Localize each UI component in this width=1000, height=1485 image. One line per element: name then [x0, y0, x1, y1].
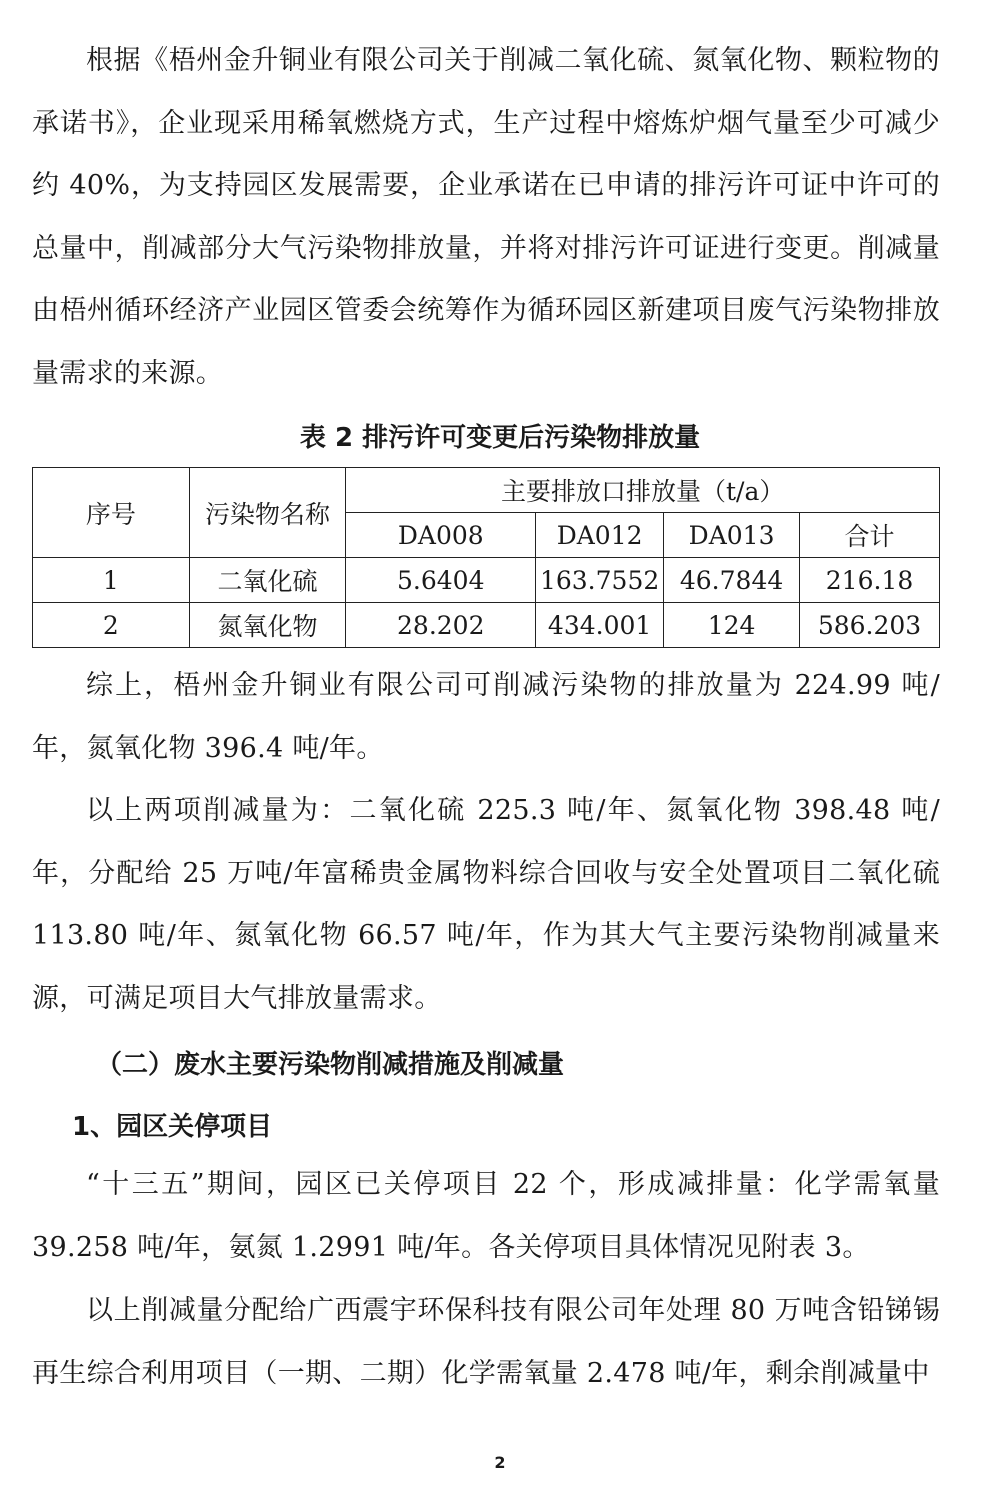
- cell-da008: 5.6404: [346, 558, 536, 603]
- header-da008: DA008: [346, 513, 536, 558]
- cell-total: 586.203: [800, 603, 940, 648]
- header-total: 合计: [800, 513, 940, 558]
- page-number: 2: [494, 1453, 506, 1472]
- cell-no: 2: [33, 603, 190, 648]
- paragraph-reduction-allocation: 以上削减量分配给广西震宇环保科技有限公司年处理 80 万吨含铅锑锡再生综合利用项目（一期、二期）化学需氧量 2.478 吨/年，剩余削减量中: [32, 1295, 940, 1389]
- cell-da008: 28.202: [346, 603, 536, 648]
- cell-da012: 434.001: [536, 603, 664, 648]
- emission-table: [32, 467, 940, 648]
- header-outlet-emissions: 主要排放口排放量（t/a）: [346, 468, 940, 513]
- paragraph-closed-projects: “十三五”期间，园区已关停项目 22 个，形成减排量：化学需氧量 39.258 吨/年，氨氮 1.2991 吨/年。各关停项目具体情况见附表 3。: [32, 1169, 940, 1263]
- cell-da012: 163.7552: [536, 558, 664, 603]
- table-title: 表 2 排污许可变更后污染物排放量: [299, 423, 701, 453]
- header-da013: DA013: [664, 513, 800, 558]
- cell-no: 1: [33, 558, 190, 603]
- cell-name: 二氧化硫: [189, 558, 346, 603]
- header-serial-number: 序号: [33, 468, 190, 558]
- cell-name: 氮氧化物: [189, 603, 346, 648]
- table-row: [33, 603, 940, 648]
- section-heading-wastewater: （二）废水主要污染物削减措施及削减量: [96, 1050, 565, 1080]
- cell-total: 216.18: [800, 558, 940, 603]
- header-da012: DA012: [536, 513, 664, 558]
- paragraph-allocation: 以上两项削减量为：二氧化硫 225.3 吨/年、氮氧化物 398.48 吨/年，分配给 25 万吨/年富稀贵金属物料综合回收与安全处置项目二氧化硫 113.80 吨/年、氮氧化物 66.57 吨/年，作为其大气主要污染物削减量来源，可满足项目大气排放量需求。: [32, 795, 940, 1014]
- cell-da013: 124: [664, 603, 800, 648]
- header-pollutant-name: 污染物名称: [189, 468, 346, 558]
- paragraph-summary: 综上，梧州金升铜业有限公司可削减污染物的排放量为 224.99 吨/年，氮氧化物 396.4 吨/年。: [32, 670, 940, 764]
- subsection-heading-closed-projects: 1、园区关停项目: [72, 1112, 273, 1142]
- paragraph-commitment: 根据《梧州金升铜业有限公司关于削减二氧化硫、氮氧化物、颗粒物的承诺书》，企业现采用稀氧燃烧方式，生产过程中熔炼炉烟气量至少可减少约 40%，为支持园区发展需要，企业承诺在已申请的排污许可证中许可的总量中，削减部分大气污染物排放量，并将对排污许可证进行变更。削减量由梧州循环经济产业园区管委会统筹作为循环园区新建项目废气污染物排放量需求的来源。: [32, 45, 940, 389]
- cell-da013: 46.7844: [664, 558, 800, 603]
- table-row: [33, 558, 940, 603]
